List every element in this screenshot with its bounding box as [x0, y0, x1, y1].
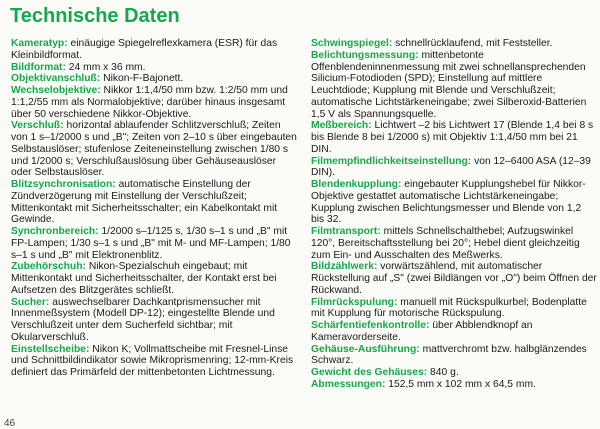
spec-label: Synchronbereich : [11, 226, 101, 237]
spec-entry-sucher [11, 297, 297, 344]
spec-label: Filmempfindlichkeitseinstellung : [311, 156, 474, 167]
spec-label: Verschluß : [11, 120, 67, 131]
spec-label: Blitzsynchronisation : [11, 179, 119, 190]
spec-label: Blendenkupplung : [311, 179, 404, 190]
page-number: 46 [4, 418, 16, 429]
spec-value: mittenbetonte Offenblendeninnenmessung mit zwei schnellansprechenden Silicium-Fotodioden (SPD); Einstellung auf mittlere Leuchtdiode; Kupplung mit Blende und Verschlußzeit; automatische Lichtstärkeneingabe; zwei Silberoxid-Batterien 1,5 V als Spannungsquelle. [311, 49, 587, 120]
spec-entry-zubehoerschuh [11, 261, 297, 296]
spec-entry-kameratyp [11, 38, 297, 62]
spec-label: Zubehörschuh : [11, 261, 89, 272]
spec-value: eingebauter Kupplungshebel für Nikkor-Objektive gestattet automatische Lichtstärkeneingabe; Kupplung zwischen Belichtungsmesser und Blende von 1,2 bis 32. [311, 179, 586, 226]
spec-value: Nikon-Spezialschuh eingebaut; mit Mittenkontakt und Sicherheitsschalter, der Kontakt erst bei Aufsetzen des Blitzgerätes schließt. [11, 261, 277, 296]
spec-value: 24 mm x 36 mm. [68, 61, 146, 73]
spec-entry-abmessungen [311, 379, 597, 391]
spec-label: Sucher : [11, 297, 52, 308]
spec-label: Einstellscheibe : [11, 344, 92, 355]
spec-entry-filmempfindlichkeitseinstellung [311, 156, 597, 180]
spec-label: Belichtungsmessung : [311, 50, 421, 61]
spec-entry-wechselobjektive [11, 85, 297, 120]
spec-entry-synchronbereich [11, 226, 297, 261]
spec-label: Meßbereich : [311, 120, 375, 131]
spec-entry-messbereich [311, 120, 597, 155]
left-column [11, 38, 297, 379]
spec-entry-schaerfentiefenkontrolle [311, 320, 597, 344]
spec-entry-bildzaehlwerk [311, 261, 597, 296]
spec-value: einäugige Spiegelreflexkamera (ESR) für das Kleinbildformat. [11, 38, 278, 61]
spec-value: automatische Einstellung der Zündverzögerung mit Einstellung der Verschlußzeit; Mittenkontakt mit Sicherheitsschalter; ein Kabelkontakt mit Gewinde. [11, 179, 278, 226]
spec-value: schnellrücklaufend, mit Feststeller. [395, 38, 553, 49]
spec-entry-belichtungsmessung [311, 50, 597, 121]
spec-entry-verschluss [11, 120, 297, 179]
spec-label: Bildformat : [11, 62, 69, 73]
spec-value: Lichtwert –2 bis Lichtwert 17 (Blende 1,4 bei 8 s bis Blende 8 bei 1/2000 s) mit Objektiv 1:1,4/50 mm bei 21 DIN. [311, 120, 594, 155]
spec-label: Filmrückspulung : [311, 297, 400, 308]
spec-value: vorwärtszählend, mit automatischer Rückstellung auf „S" (zwei Bildlängen vor „O") beim Öffnen der Rückwand. [311, 261, 597, 296]
right-column [311, 38, 597, 391]
spec-label: Gewicht des Gehäuses : [311, 367, 430, 378]
spec-value: 1/2000 s–1/125 s, 1/30 s–1 s und „B" mit FP-Lampen; 1/30 s–1 s und „B" mit M- und MF-Lampen; 1/80 s–1 s und „B" mit Elektronenblitz. [11, 226, 291, 261]
spec-label: Wechselobjektive : [11, 85, 104, 96]
spec-value: Nikon-F-Bajonett. [103, 73, 184, 85]
spec-entry-blendenkupplung [311, 179, 597, 226]
spec-label: Schwingspiegel : [311, 38, 395, 49]
spec-value: Nikon K; Vollmattscheibe mit Fresnel-Linse und Schnittbildindikator sowie Mikroprismenring; 12-mm-Kreis definiert das Primärfeld der mittenbetonten Lichtmessung. [11, 343, 294, 378]
spec-label: Bildzählwerk : [311, 261, 380, 272]
spec-label: Abmessungen : [311, 379, 388, 390]
page-title: Technische Daten [10, 5, 180, 27]
spec-label: Filmtransport : [311, 226, 384, 237]
spec-label: Schärfentiefenkontrolle : [311, 320, 432, 331]
spec-entry-filmtransport [311, 226, 597, 261]
spec-value: über Abblendknopf an Kameravorderseite. [311, 320, 533, 343]
spec-label: Objektivanschluß : [11, 73, 103, 84]
spec-entry-gewicht-des-gehaeuses [311, 367, 597, 379]
spec-value: mattverchromt bzw. halbglänzendes Schwarz. [311, 343, 587, 367]
spec-entry-gehaeuse-ausfuehrung [311, 344, 597, 368]
spec-value: horizontal ablaufender Schlitzverschluß; Zeiten von 1 s–1/2000 s und „B"; Zeiten von 2–10 s über eingebauten Selbstauslöser; stufenlose Zeiteneinstellung zwischen 1/80 s und 1/2000 s; Verschlußauslösung über Gehäuseauslöser oder Selbstauslöser. [11, 120, 297, 179]
spec-label: Gehäuse-Ausführung : [311, 344, 423, 355]
spec-value: auswechselbarer Dachkantprismensucher mit Innenmeßsystem (Modell DP-12); eingestellte Blende und Verschlußzeit unter dem Sucherfeld sichtbar; mit Okularverschluß. [11, 296, 275, 343]
spec-value: Nikkor 1:1,4/50 mm bzw. 1:2/50 mm und 1:1,2/55 mm als Normalobjektive; darüber hinaus insgesamt über 50 verschiedene Nikkor-Objektive. [11, 85, 288, 120]
spec-label: Kameratyp : [11, 38, 71, 49]
spec-entry-bildformat [11, 62, 297, 74]
spec-entry-filmrueckspulung [311, 297, 597, 321]
spec-entry-objektivanschluss [11, 73, 297, 85]
spec-entry-blitzsynchronisation [11, 179, 297, 226]
spec-value: manuell mit Rückspulkurbel; Bodenplatte mit Kupplung für motorische Rückspulung. [311, 296, 587, 320]
spec-value: von 12–6400 ASA (12–39 DIN). [311, 155, 591, 179]
spec-entry-einstellscheibe [11, 344, 297, 379]
spec-entry-schwingspiegel [311, 38, 597, 50]
spec-value: 152,5 mm x 102 mm x 64,5 mm. [388, 378, 536, 390]
spec-value: mittels Schnellschalthebel; Aufzugswinkel 120°, Bereitschaftsstellung bei 20°; Hebel dient gleichzeitig zum Ein- und Ausschalten des Meßwerks. [311, 226, 580, 261]
spec-value: 840 g. [430, 367, 459, 378]
